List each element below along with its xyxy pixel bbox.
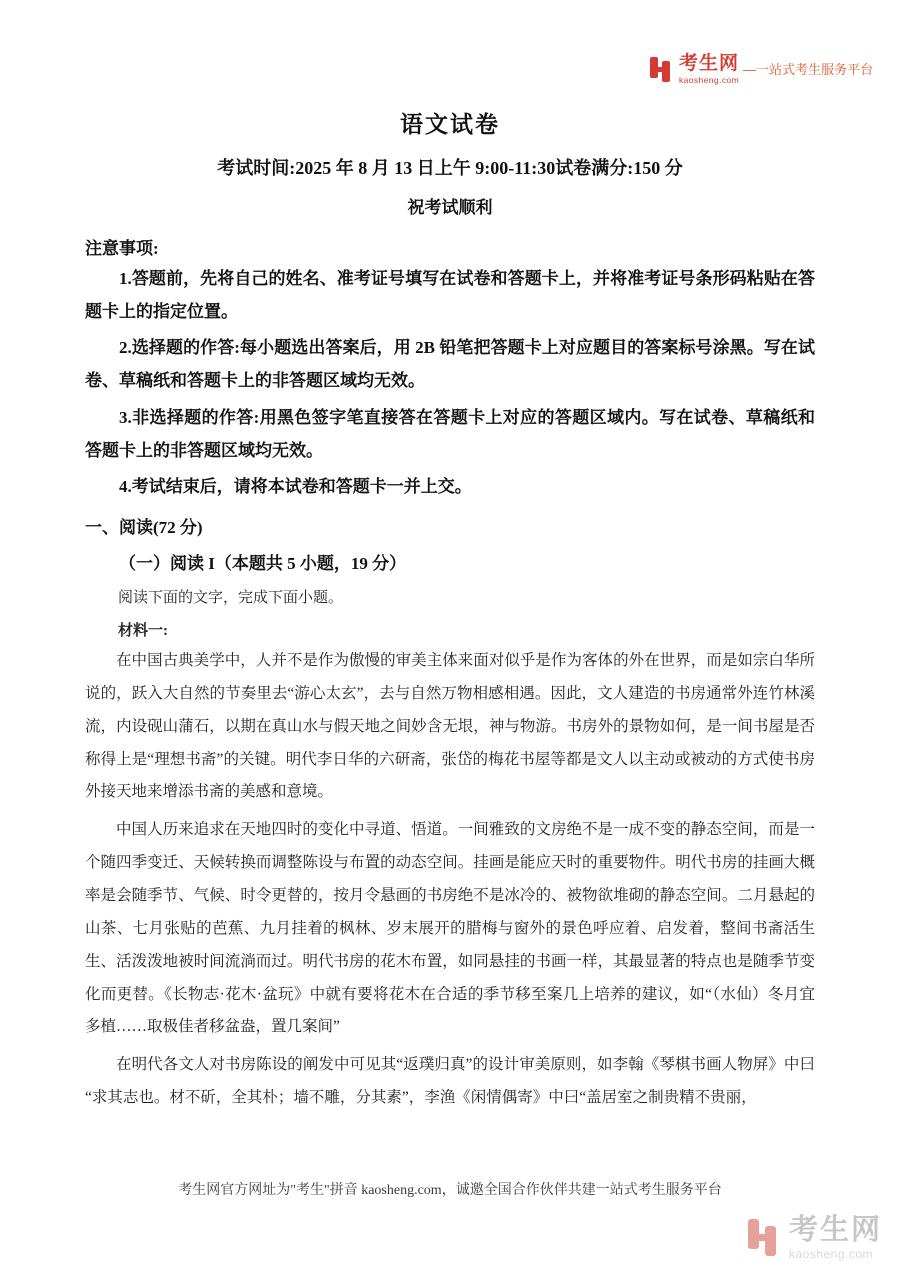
footer-note: 考生网官方网址为"考生"拼音 kaosheng.com，诚邀全国合作伙伴共建一站式考生服务平台 — [178, 1183, 722, 1198]
watermark-text-block — [789, 1215, 882, 1261]
page-title: 语文试卷 — [400, 112, 500, 137]
watermark-brand-text: 考生网 — [788, 1213, 882, 1246]
subsection-heading-reading-1: （一）阅读 I（本题共 5 小题，19 分） — [119, 553, 407, 573]
logo-domain-text: kaosheng.com — [679, 74, 740, 85]
logo-brand-text: 考生网 — [679, 53, 740, 74]
material-one-label: 材料一: — [118, 622, 168, 639]
logo-text-block — [679, 54, 739, 85]
notice-item-4: 4.考试结束后，请将本试卷和答题卡一并上交。 — [119, 476, 472, 496]
notice-item-3: 3.非选择题的作答:用黑色签字笔直接答在答题卡上对应的答题区域内。写在试卷、草稿纸和答题卡上的非答题区域均无效。 — [85, 407, 815, 460]
material-paragraph-3: 在明代各文人对书房陈设的阐发中可见其“返璞归真”的设计审美原则，如李翰《琴棋书画人物屏》中曰“求其志也。材不斫，全其朴；墙不雕，分其素”，李渔《闲情偶寄》中曰“盖居室之制贵精不贵丽， — [85, 1056, 815, 1107]
material-paragraph-2: 中国人历来追求在天地四时的变化中寻道、悟道。一间雅致的文房绝不是一成不变的静态空间，而是一个随四季变迁、天候转换而调整陈设与布置的动态空间。挂画是能应天时的重要物件。明代书房的挂画大概率是会随季节、气候、时令更替的，按月令悬画的书房绝不是冰冷的、被物欲堆砌的静态空间。二月悬起的山茶、七月张贴的芭蕉、九月挂着的枫林、岁末展开的腊梅与窗外的景色呼应着、启发着，整间书斋活生生、活泼泼地被时间流淌而过。明代书房的花木布置，如同悬挂的书画一样，其最显著的特点也是随季节变化而更替。《长物志·花木·盆玩》中就有要将花木在合适的季节移至案几上培养的建议，如“（水仙）冬月宜多植……取极佳者移盆盎，置几案间” — [85, 821, 815, 1036]
reading-instruction: 阅读下面的文字，完成下面小题。 — [118, 589, 344, 606]
kaosheng-watermark — [746, 1215, 882, 1261]
section-heading-reading: 一、阅读(72 分) — [85, 517, 203, 537]
material-paragraph-1: 在中国古典美学中，人并不是作为傲慢的审美主体来面对似乎是作为客体的外在世界，而是如宗白华所说的，跃入大自然的节奏里去“游心太玄”，去与自然万物相感相遇。因此，文人建造的书房通常外连竹林溪流，内设砚山蒲石，以期在真山水与假天地之间妙含无垠，神与物游。书房外的景物如何，是一间书屋是否称得上是“理想书斋”的关键。明代李日华的六研斋，张岱的梅花书屋等都是文人以主动或被动的方式使书房外接天地来增添书斋的美感和意境。 — [85, 651, 815, 801]
notice-heading: 注意事项: — [85, 239, 159, 258]
exam-time-info: 考试时间:2025 年 8 月 13 日上午 9:00-11:30试卷满分:150 分 — [217, 158, 683, 178]
logo-tagline-text: —一站式考生服务平台 — [743, 62, 874, 77]
notice-item-1: 1.答题前，先将自己的姓名、准考证号填写在试卷和答题卡上，并将准考证号条形码粘贴在答题卡上的指定位置。 — [85, 269, 815, 322]
logo-icon-bar — [655, 67, 667, 72]
kaosheng-logo — [648, 54, 873, 85]
notice-item-2: 2.选择题的作答:每小题选出答案后，用 2B 铅笔把答题卡上对应题目的答案标号涂黑。写在试卷、草稿纸和答题卡上的非答题区域均无效。 — [85, 338, 815, 391]
watermark-domain-text: kaosheng.com — [788, 1247, 874, 1261]
kaosheng-logo-icon — [648, 56, 674, 82]
exam-wish: 祝考试顺利 — [407, 198, 493, 217]
watermark-icon-bar — [755, 1234, 769, 1241]
watermark-logo-icon — [746, 1218, 782, 1258]
watermark-icon-bar — [765, 1226, 776, 1256]
